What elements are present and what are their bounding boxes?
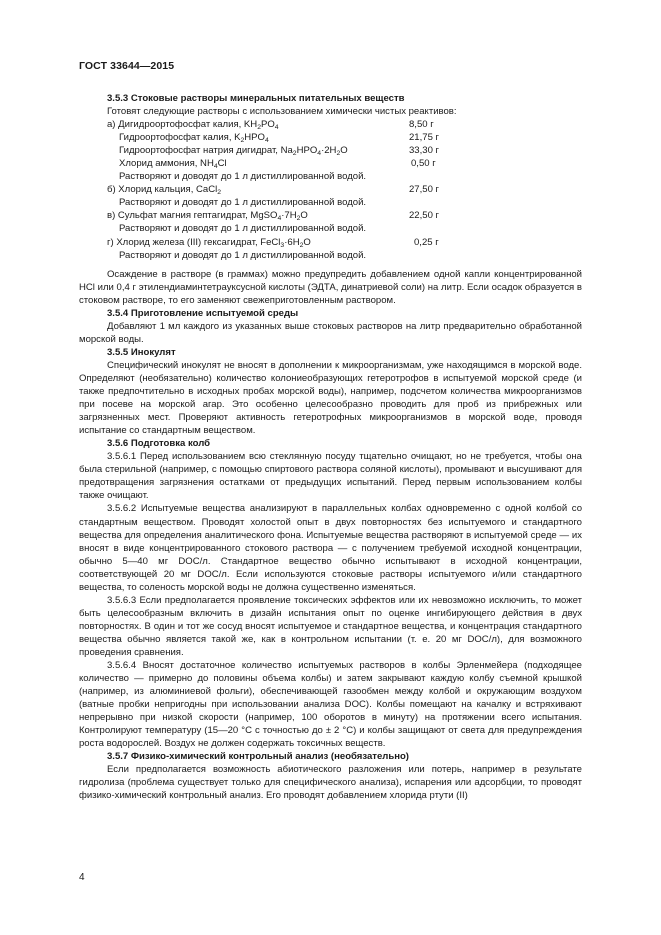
reagent-amount: 33,30 г (409, 145, 440, 157)
section-heading-3-5-7: 3.5.7 Физико-химический контрольный анализ (необязательно) (107, 751, 409, 763)
paragraph-precipitation-note: Осаждение в растворе (в граммах) можно предупредить добавлением одной капли концентрированной HCl или 0,4 г этилендиаминтетрауксусной кислоты (ЭДТА, динатриевой соли) на литр. Если осадок образуется в стоковом растворе, то его заменяют свежеприготовленным раствором. (79, 268, 582, 306)
dissolve-note-c: Растворяют и доводят до 1 л дистиллированной водой. (119, 223, 367, 235)
document-header: ГОСТ 33644—2015 (79, 60, 175, 72)
paragraph-3-5-6-1: 3.5.6.1 Перед использованием всю стеклянную посуду тщательно очищают, но не требуется, чтобы она была стерильной (например, с помощью спиртового раствора соляной кислоты), промывают и высушивают для предотвращения загрязнения остатками от предыдущих испытаний. Перед первым использованием колбы также очищают. (79, 451, 582, 502)
paragraph-3-5-6-4: 3.5.6.4 Вносят достаточное количество испытуемых растворов в колбы Эрленмейера (подходящее количество — примерно до половины объема колбы) и затем закрывают каждую колбу съемной крышкой (например, из алюминиевой фольги), обеспечивающей газообмен между колбой и окружающим воздухом (ватные пробки непригодны при использовании анализа DOC). Колбы помещают на качалку и встряхивают непрерывно при низкой скорости (например, 100 оборотов в минуту) на протяжении всего испытания. Контролируют температуру (15—20 °С с точностью до ± 2 °С) и колбы защищают от света для предупреждения роста водорослей. Воздух не должен содержать токсичных веществ. (79, 660, 582, 750)
reagent-row-d: г) Хлорид железа (III) гексагидрат, $FeCl_3\cdot 6H_2O$ 0,25 г (107, 236, 439, 249)
paragraph-3-5-6-3: 3.5.6.3 Если предполагается проявление токсических эффектов или их невозможно исключить, то может быть целесообразным включить в дизайн испытания опыт по оценке ингибирующего действия в двух повторностях. В один и тот же сосуд вносят испытуемое и стандартное вещества, и концентрация стандартного вещества обычно является такой же, как в контрольном испытании (т. е. 20 мг DOC/л), для возможного проведения сравнения. (79, 594, 582, 658)
dissolve-note-a: Растворяют и доводят до 1 л дистиллированной водой. (119, 171, 367, 183)
reagent-amount: 8,50 г (409, 119, 434, 131)
paragraph-intro: Готовят следующие растворы с использованием химически чистых реактивов: (107, 106, 457, 118)
paragraph-physchem-control: Если предполагается возможность абиотического разложения или потерь, например в результате гидролиза (проблема существует только для специфического анализа), испарения или адсорбции, то проводят физико-химический контрольный анализ. Его проводят добавлением хлорида ртути (II) (79, 764, 582, 802)
reagent-row-c: в) Сульфат магния гептагидрат, $MgSO_4\cdot 7H_2O$ 22,50 г (107, 210, 440, 223)
document-body (79, 92, 582, 803)
reagent-amount: 0,25 г (414, 236, 439, 248)
reagent-amount: 22,50 г (409, 210, 440, 222)
section-heading-3-5-4: 3.5.4 Приготовление испытуемой среды (107, 307, 299, 319)
reagent-row-a1: а) Дигидроортофосфат калия, $KH_2PO_4$ 8,50 г (107, 119, 434, 132)
section-heading-3-5-6: 3.5.6 Подготовка колб (107, 438, 211, 450)
dissolve-note-d: Растворяют и доводят до 1 л дистиллированной водой. (119, 249, 367, 261)
paragraph-3-5-6-2: 3.5.6.2 Испытуемые вещества анализируют в параллельных колбах одновременно с одной колбой со стандартным веществом. Проводят холостой опыт в двух повторностях без испытуемого и стандартного вещества для определения аналитического фона. Испытуемые вещества растворяют в испытуемой среде — их вносят в виде концентрированного стокового раствора — с получением требуемой исходной концентрации, обычно 5—40 мг DOC/л. Стандартное вещество обычно испытывают в исходной концентрации, соответствующей 20 мг DOC/л. Если используются стоковые растворы испытуемого и/или стандартного вещества, то соленость морской воды не должна существенно изменяться. (79, 503, 582, 593)
section-heading-3-5-5: 3.5.5 Инокулят (107, 346, 176, 358)
paragraph-test-medium: Добавляют 1 мл каждого из указанных выше стоковых растворов на литр предварительно обработанной морской воды. (79, 320, 582, 345)
reagent-amount: 27,50 г (409, 184, 440, 196)
reagent-row-a2: Гидроортофосфат калия, $K_2HPO_4$ 21,75 г (119, 132, 440, 145)
dissolve-note-b: Растворяют и доводят до 1 л дистиллированной водой. (119, 197, 367, 209)
reagent-row-a3: Гидроортофосфат натрия дигидрат, $Na_2HPO_4\cdot 2H_2O$ 33,30 г (119, 145, 440, 158)
reagent-amount: 0,50 г (411, 158, 436, 170)
reagent-row-a4: Хлорид аммония, $NH_4Cl$ 0,50 г (119, 158, 436, 171)
page-number: 4 (79, 872, 85, 883)
paragraph-inoculum: Специфический инокулят не вносят в дополнении к микроорганизмам, уже находящимся в морской воде. Определяют (необязательно) количество колониеобразующих гетеротрофов в испытуемой морской среде (и также предпочтительно в исходных пробах морской воды), например, подсчетом количества микроорганизмов при посеве на морской агар. Это особенно целесообразно проводить для проб из прибрежных или загрязненных мест. Проверяют активность гетеротрофных микроорганизмов в морской воде, проводя испытание со стандартным веществом. (79, 359, 582, 437)
reagent-row-b: б) Хлорид кальция, CaCl$_2$ 27,50 г (107, 184, 440, 197)
reagent-amount: 21,75 г (409, 132, 440, 144)
section-heading-3-5-3: 3.5.3 Стоковые растворы минеральных питательных веществ (107, 93, 405, 104)
